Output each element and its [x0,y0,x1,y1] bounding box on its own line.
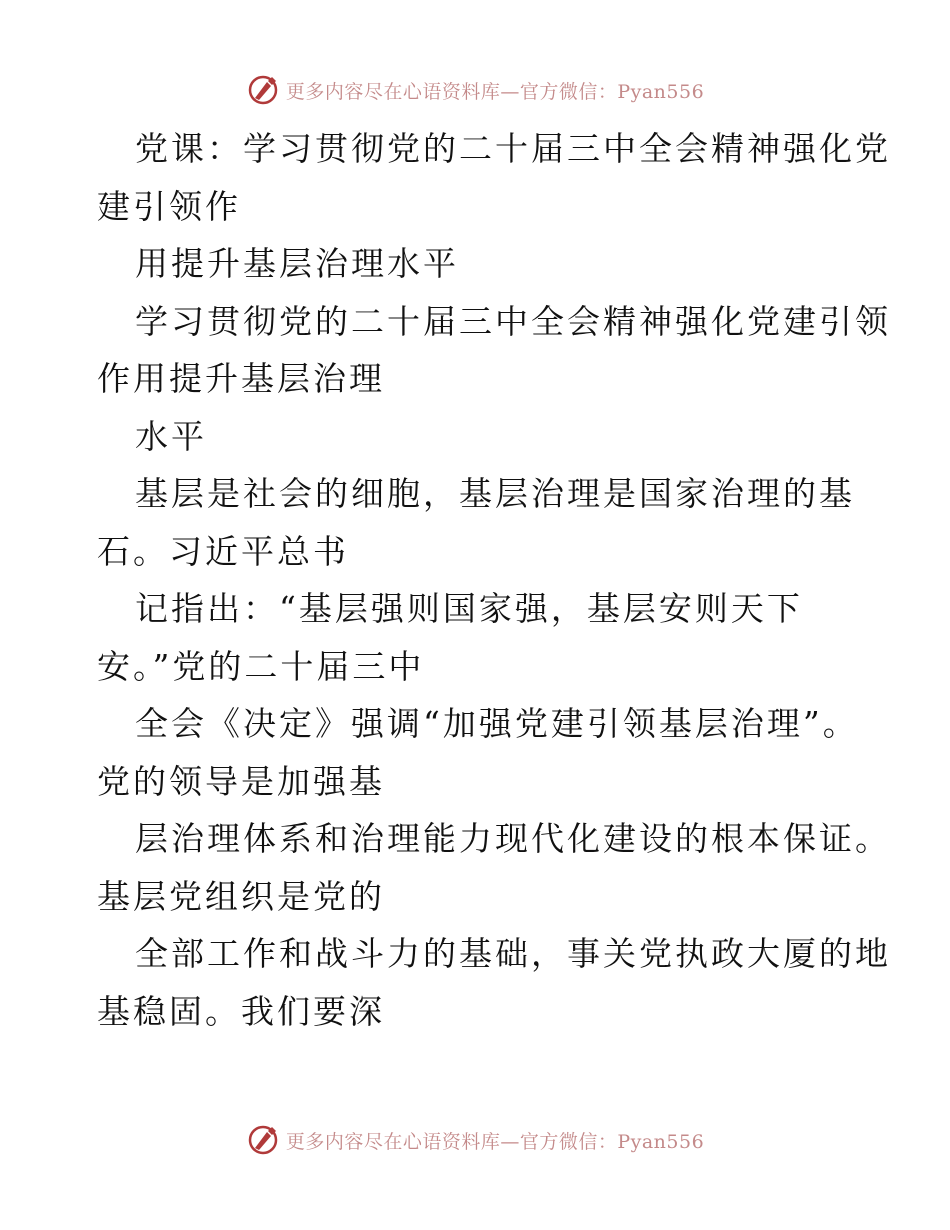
watermark-text: 更多内容尽在心语资料库—官方微信：Pyan556 [285,80,705,103]
text-line: 水平 [135,416,207,456]
text-line: 作用提升基层治理 [97,359,385,398]
text-line: 基层是社会的细胞，基层治理是国家治理的基 [135,474,855,513]
watermark-header [0,70,950,110]
text-line: 安。”党的二十届三中 [97,646,425,686]
text-line: 石。习近平总书 [97,531,349,571]
text-line: 学习贯彻党的二十届三中全会精神强化党建引领 [135,301,891,341]
text-line: 党课：学习贯彻党的二十届三中全会精神强化党 [135,129,891,168]
pen-nib-circle-icon [246,73,280,107]
text-line: 记指出：“基层强则国家强，基层安则天下 [135,589,803,628]
pen-nib-circle-icon [246,1123,280,1157]
document-body [97,120,891,1040]
text-line: 党的领导是加强基 [97,761,385,801]
text-line: 基层党组织是党的 [97,876,385,916]
text-line: 建引领作 [97,186,241,226]
watermark-footer [0,1120,950,1160]
watermark-text: 更多内容尽在心语资料库—官方微信：Pyan556 [285,1130,705,1153]
text-line: 全部工作和战斗力的基础，事关党执政大厦的地 [135,934,891,973]
text-line: 用提升基层治理水平 [135,244,459,283]
text-line: 全会《决定》强调“加强党建引领基层治理”。 [135,704,859,743]
text-line: 基稳固。我们要深 [97,991,385,1031]
text-line: 层治理体系和治理能力现代化建设的根本保证。 [135,819,891,858]
